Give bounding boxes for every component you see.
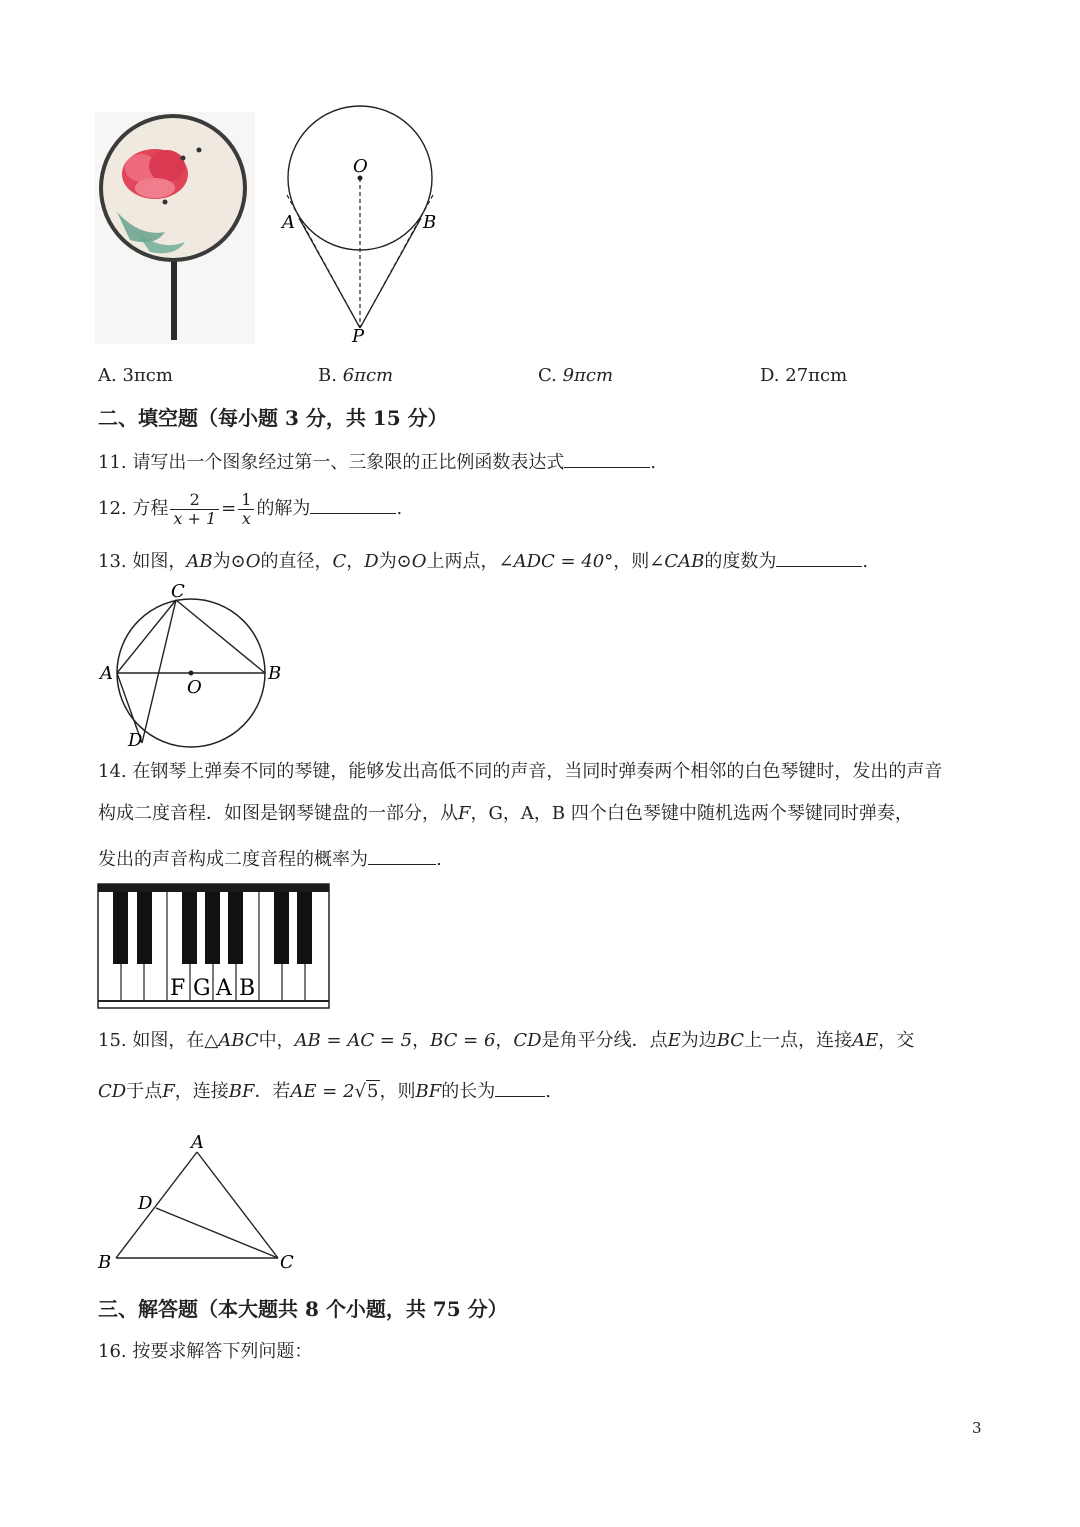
key-label-A: A xyxy=(216,976,232,1001)
label-A: A xyxy=(191,1132,204,1153)
answer-blank xyxy=(776,548,862,567)
triangle-figure-q15 xyxy=(92,1128,307,1276)
answer-blank xyxy=(564,449,650,468)
key-label-F: F xyxy=(170,976,186,1001)
question-14-line-1: 14. 在钢琴上弹奏不同的琴键，能够发出高低不同的声音，当同时弹奏两个相邻的白色琴键时，发出的声音 xyxy=(98,761,943,782)
label-B: B xyxy=(98,1252,112,1273)
label-D: D xyxy=(138,1193,153,1214)
label-C: C xyxy=(280,1252,294,1273)
circle-figure-q13 xyxy=(95,578,290,750)
option-a: A. 3πcm xyxy=(98,365,173,386)
question-12: 12. 方程 $\frac{2}{x + 1}$ = $\frac{1}{x}$ 的解为 . xyxy=(98,489,403,528)
question-14-line-2: 构成二度音程．如图是钢琴键盘的一部分，从F，G，A，B 四个白色琴键中随机选两个琴键同时弹奏， xyxy=(98,803,913,824)
question-13: 13. 如图，AB为⊙O的直径，C，D为⊙O上两点，∠ADC = 40°，则∠CAB的度数为 . xyxy=(98,548,868,574)
round-fan-image xyxy=(95,112,255,344)
label-A: A xyxy=(100,663,113,684)
section-2-heading: 二、填空题（每小题 3 分，共 15 分） xyxy=(98,406,448,430)
question-11: 11. 请写出一个图象经过第一、三象限的正比例函数表达式 . xyxy=(98,449,656,475)
option-d: D. 27πcm xyxy=(760,365,848,386)
label-P: P xyxy=(352,326,365,347)
piano-keyboard-figure xyxy=(97,883,331,1013)
answer-blank xyxy=(310,495,396,514)
tangent-figure xyxy=(275,100,450,350)
question-15-line-1: 15. 如图，在△ABC中，AB = AC = 5，BC = 6，CD是角平分线．点E为边BC上一点，连接AE，交 xyxy=(98,1030,915,1051)
answer-blank xyxy=(495,1078,545,1097)
section-3-heading: 三、解答题（本大题共 8 个小题，共 75 分） xyxy=(98,1297,508,1321)
question-14-line-3: 发出的声音构成二度音程的概率为 . xyxy=(98,846,442,872)
label-A: A xyxy=(282,212,295,233)
label-O: O xyxy=(187,677,202,698)
label-C: C xyxy=(171,581,185,602)
label-B: B xyxy=(268,663,282,684)
option-b: B. 6πcm xyxy=(318,365,394,386)
question-15-line-2: CD于点F，连接BF．若AE = 2√5，则BF的长为 . xyxy=(98,1078,551,1104)
answer-blank xyxy=(368,846,436,865)
option-c: C. 9πcm xyxy=(538,365,614,386)
key-label-G: G xyxy=(193,976,211,1001)
label-O: O xyxy=(353,156,368,177)
question-16: 16. 按要求解答下列问题： xyxy=(98,1341,313,1362)
key-label-B: B xyxy=(239,976,256,1001)
label-D: D xyxy=(128,730,143,750)
label-B: B xyxy=(423,212,437,233)
page-number: 3 xyxy=(972,1419,982,1437)
